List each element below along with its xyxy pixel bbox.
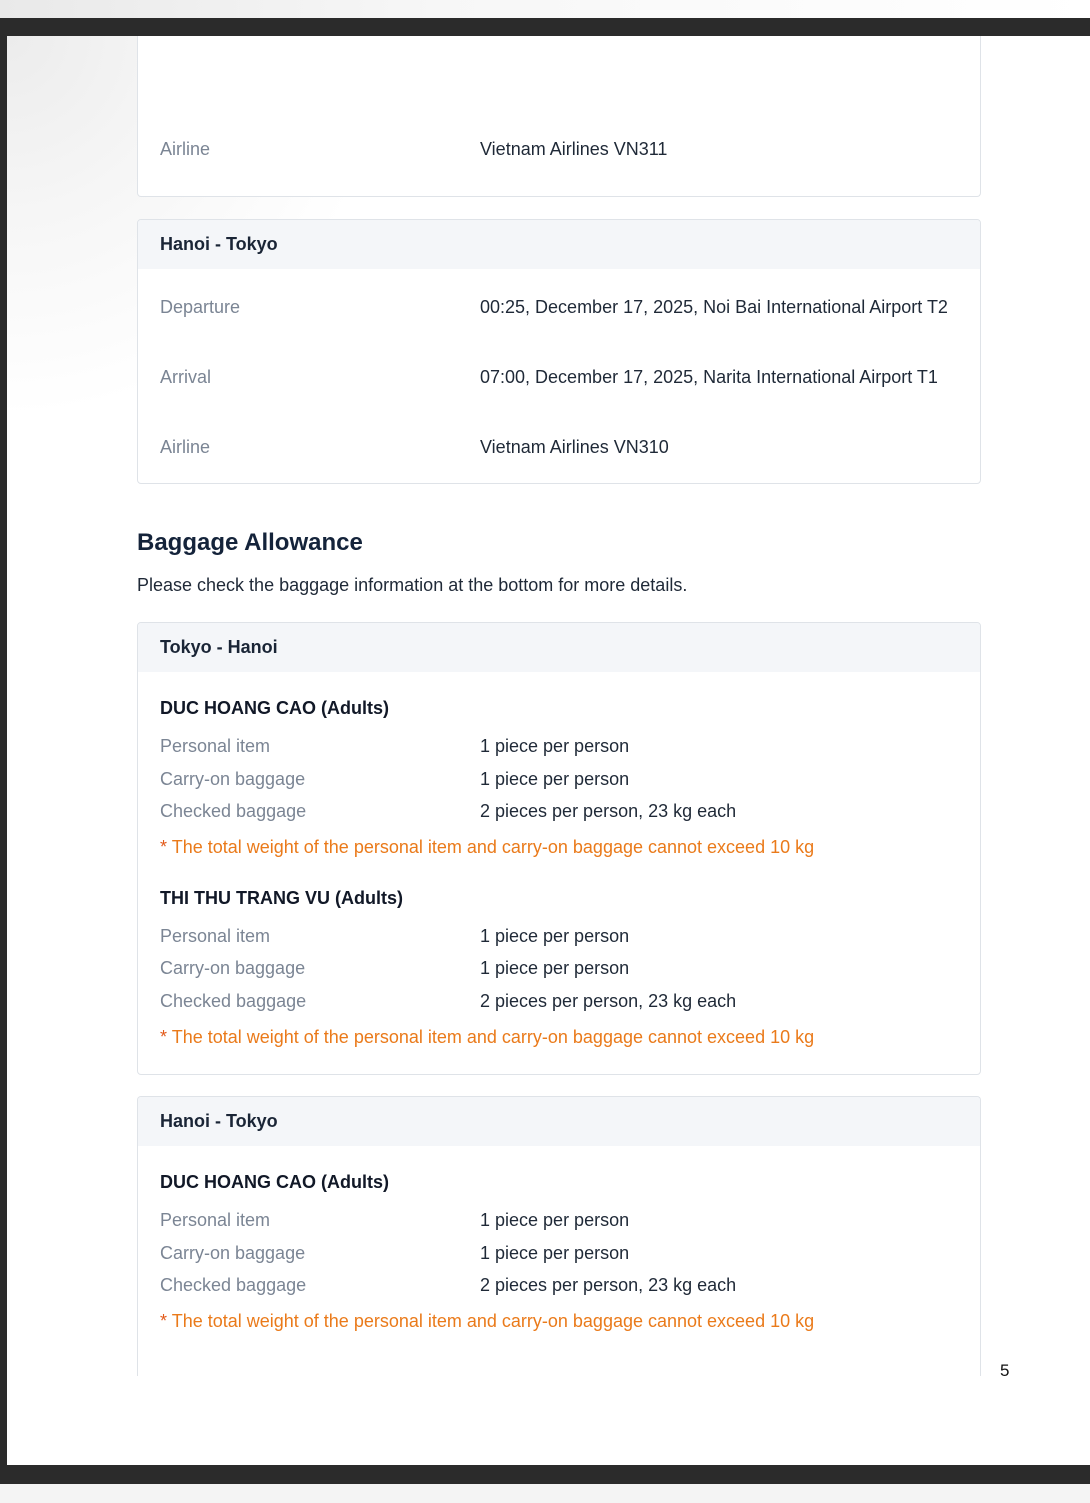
baggage-value: 1 piece per person bbox=[480, 1243, 630, 1263]
passenger-name: DUC HOANG CAO (Adults) bbox=[160, 698, 389, 718]
baggage-weight-note bbox=[160, 1311, 814, 1332]
flight-card-outbound bbox=[137, 219, 981, 484]
note-text: The total weight of the personal item and carry-on baggage cannot exceed 10 kg bbox=[171, 837, 815, 857]
baggage-value: 1 piece per person bbox=[480, 926, 630, 946]
baggage-card-hanoi-tokyo bbox=[137, 1096, 981, 1376]
note-asterisk: * bbox=[160, 1311, 168, 1331]
viewer-left-bar bbox=[0, 18, 7, 1484]
viewer-bottom-bar bbox=[0, 1465, 1090, 1484]
passenger-name: THI THU TRANG VU (Adults) bbox=[160, 888, 403, 908]
baggage-label: Carry-on baggage bbox=[160, 958, 306, 978]
baggage-value: 2 pieces per person, 23 kg each bbox=[480, 1275, 737, 1295]
note-asterisk: * bbox=[160, 1027, 168, 1047]
detail-label: Airline bbox=[160, 437, 211, 457]
document-page bbox=[7, 36, 1090, 1465]
baggage-value: 1 piece per person bbox=[480, 1210, 630, 1230]
detail-label: Departure bbox=[160, 297, 241, 317]
baggage-card-tokyo-hanoi bbox=[137, 622, 981, 1075]
baggage-value: 2 pieces per person, 23 kg each bbox=[480, 991, 737, 1011]
baggage-label: Checked baggage bbox=[160, 991, 307, 1011]
baggage-label: Personal item bbox=[160, 736, 271, 756]
detail-value: Vietnam Airlines VN310 bbox=[480, 437, 669, 457]
note-asterisk: * bbox=[160, 837, 168, 857]
baggage-route-header: Hanoi - Tokyo bbox=[138, 1097, 980, 1146]
note-text: The total weight of the personal item and carry-on baggage cannot exceed 10 kg bbox=[171, 1027, 815, 1047]
detail-value: 07:00, December 17, 2025, Narita International Airport T1 bbox=[480, 367, 938, 387]
baggage-route-header: Tokyo - Hanoi bbox=[138, 623, 980, 672]
detail-value: 00:25, December 17, 2025, Noi Bai International Airport T2 bbox=[480, 297, 948, 317]
note-text: The total weight of the personal item and carry-on baggage cannot exceed 10 kg bbox=[171, 1311, 815, 1331]
viewer-top-strip bbox=[0, 0, 1090, 18]
baggage-value: 1 piece per person bbox=[480, 736, 630, 756]
baggage-label: Personal item bbox=[160, 926, 271, 946]
viewer-bottom-strip bbox=[0, 1484, 1090, 1503]
baggage-value: 1 piece per person bbox=[480, 958, 630, 978]
baggage-value: 1 piece per person bbox=[480, 769, 630, 789]
baggage-value: 2 pieces per person, 23 kg each bbox=[480, 801, 737, 821]
baggage-weight-note bbox=[160, 1027, 814, 1048]
baggage-label: Carry-on baggage bbox=[160, 1243, 306, 1263]
baggage-section-title: Baggage Allowance bbox=[137, 529, 363, 556]
detail-label: Airline bbox=[160, 139, 211, 159]
baggage-label: Checked baggage bbox=[160, 801, 307, 821]
passenger-name: DUC HOANG CAO (Adults) bbox=[160, 1172, 389, 1192]
flight-route-header: Hanoi - Tokyo bbox=[138, 220, 980, 269]
baggage-weight-note bbox=[160, 837, 814, 858]
detail-label: Arrival bbox=[160, 367, 212, 387]
baggage-label: Checked baggage bbox=[160, 1275, 307, 1295]
viewer-top-bar bbox=[0, 18, 1090, 36]
baggage-section-subtitle: Please check the baggage information at the bottom for more details. bbox=[137, 575, 688, 595]
page-number: 5 bbox=[1000, 1361, 1010, 1380]
baggage-label: Carry-on baggage bbox=[160, 769, 306, 789]
detail-value: Vietnam Airlines VN311 bbox=[480, 139, 668, 159]
baggage-label: Personal item bbox=[160, 1210, 271, 1230]
flight-card-return-tail bbox=[137, 36, 981, 197]
